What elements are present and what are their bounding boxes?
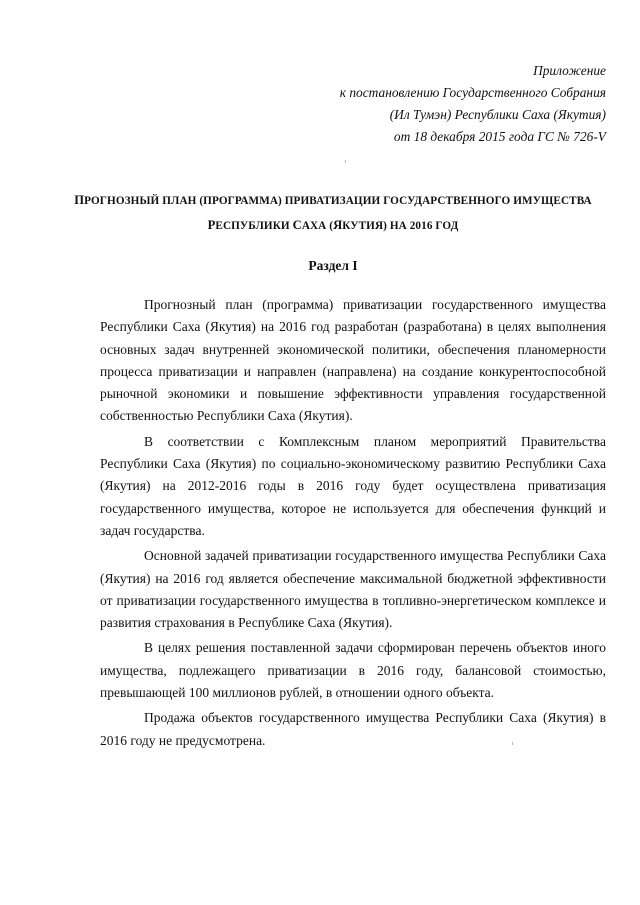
title-text: АХА ( — [301, 220, 334, 232]
scan-speck — [345, 160, 346, 163]
title-cap: П — [74, 193, 85, 207]
section-heading: Раздел I — [308, 258, 358, 273]
document-title — [60, 188, 606, 238]
title-line-2 — [60, 213, 606, 238]
paragraph: Прогнозный план (программа) приватизации государственного имущества Республики Саха (Якутия) на 2016 год разработан (разработана) в целях выполнения основных задач внутренней экономической политики, обеспечения планомерности процесса приватизации и направлен (направлена) на создание конкурентоспособной рыночной экономики и повышение эффективности управления государственной собственностью Республики Саха (Якутия). — [100, 297, 606, 424]
appendix-line-3: (Ил Тумэн) Республики Саха (Якутия) — [389, 107, 606, 122]
appendix-line-2: к постановлению Государственного Собрания — [339, 85, 606, 100]
appendix-line-4: от 18 декабря 2015 года ГС № 726-V — [393, 129, 606, 144]
title-text: КУТИЯ) НА 2016 ГОД — [342, 220, 459, 232]
title-cap: Я — [333, 218, 343, 232]
title-cap: С — [292, 218, 302, 232]
appendix-line-1: Приложение — [533, 63, 606, 78]
paragraph: В целях решения поставленной задачи сформирован перечень объектов иного имущества, подлежащего приватизации в 2016 году, балансовой стоимостью, превышающей 100 миллионов рублей, в отношении одного объекта. — [100, 640, 606, 701]
paragraph: Продажа объектов государственного имущества Республики Саха (Якутия) в 2016 году не предусмотрена. — [100, 710, 606, 748]
paragraph: В соответствии с Комплексным планом мероприятий Правительства Республики Саха (Якутия) по социально-экономическому развитию Республики Саха (Якутия) на 2012-2016 годы в 2016 году будет осуществлена приватизация государственного имущества, которое не используется для обеспечения функций и задач государства. — [100, 433, 606, 538]
title-text: ЕСПУБЛИКИ — [215, 220, 293, 232]
appendix-block — [340, 60, 606, 148]
document-body — [100, 294, 606, 755]
title-line-1 — [60, 188, 606, 213]
paragraph: Основной задачей приватизации государственного имущества Республики Саха (Якутия) на 2016 год является обеспечение максимальной бюджетной эффективности от приватизации государственного имущества в топливно-энергетическом комплексе и развития страхования в Республике Саха (Якутия). — [100, 548, 606, 631]
title-text: РОГНОЗНЫЙ ПЛАН (ПРОГРАММА) ПРИВАТИЗАЦИИ ГОСУДАРСТВЕННОГО ИМУЩЕСТВА — [84, 195, 592, 207]
title-cap: Р — [207, 218, 216, 232]
